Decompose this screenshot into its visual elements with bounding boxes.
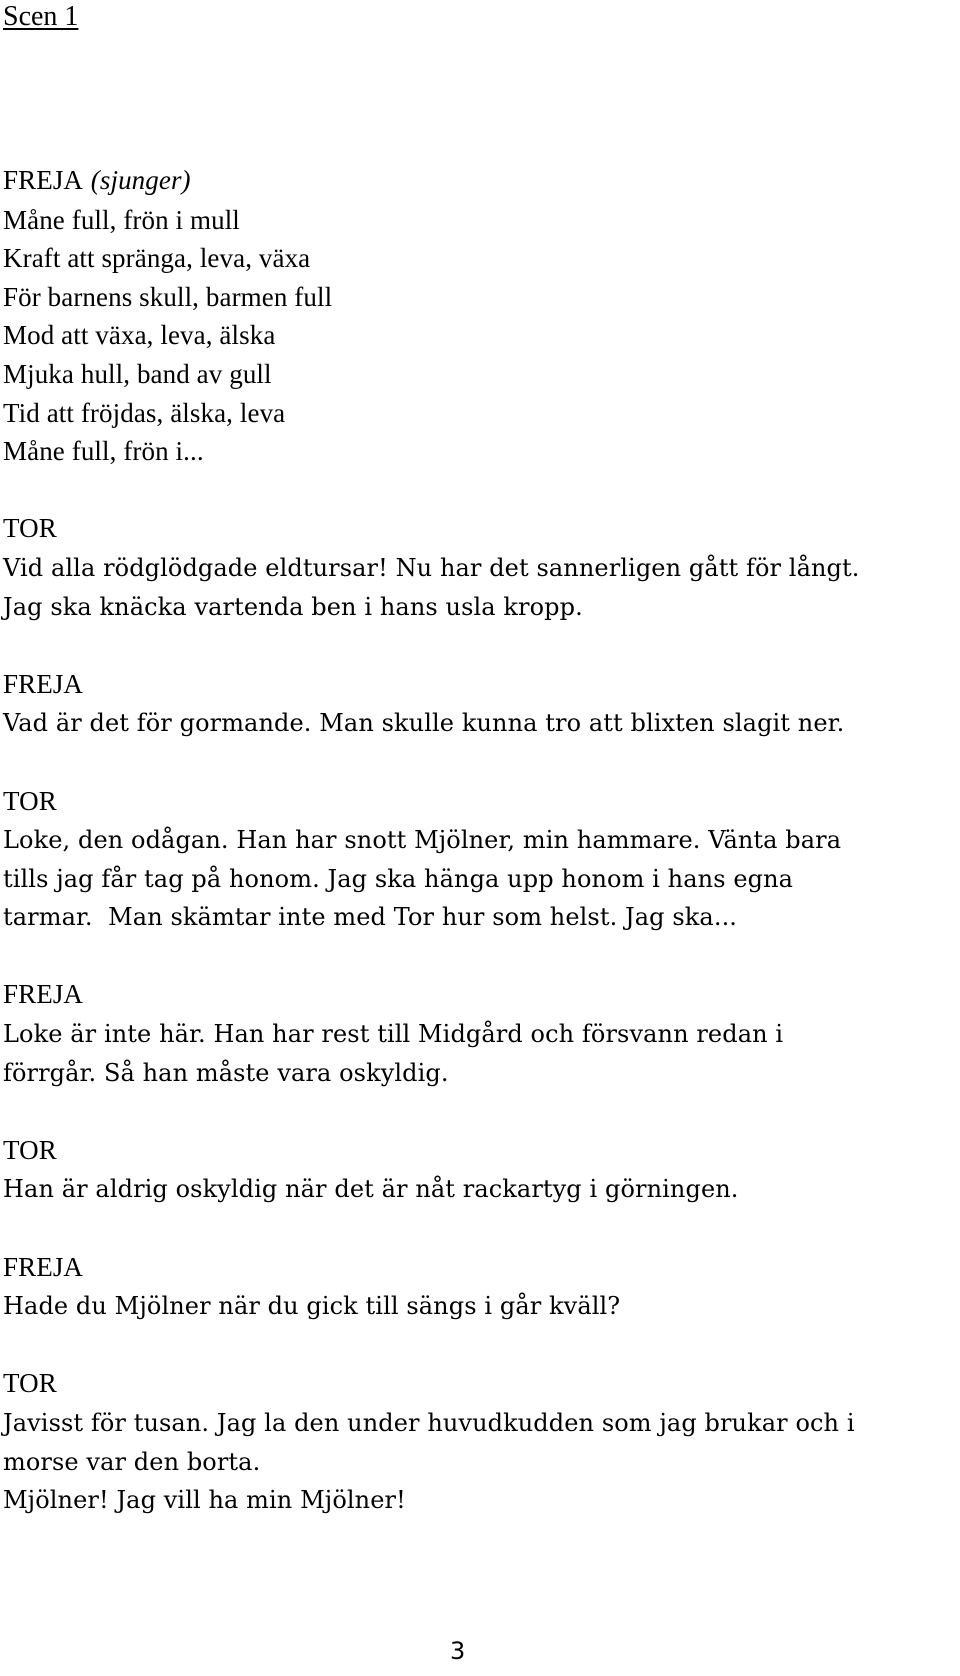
speaker-name: TOR bbox=[3, 513, 57, 544]
speaker-name: TOR bbox=[3, 1134, 57, 1165]
song-line: Mjuka hull, band av gull bbox=[3, 358, 272, 389]
dialogue-line: morse var den borta. bbox=[3, 1447, 261, 1476]
speaker-heading bbox=[3, 1131, 953, 1171]
speaker-name: TOR bbox=[3, 1368, 57, 1399]
block-spacer bbox=[3, 937, 953, 976]
dialogue-block-freja bbox=[3, 1248, 953, 1326]
dialogue-line: Hade du Mjölner när du gick till sängs i går kväll? bbox=[3, 1292, 621, 1321]
block-spacer bbox=[3, 1092, 953, 1131]
speaker-name: FREJA bbox=[3, 1251, 84, 1282]
dialogue-block-freja bbox=[3, 665, 953, 743]
song-line: Måne full, frön i mull bbox=[3, 204, 240, 235]
dialogue-block-tor bbox=[3, 1131, 953, 1209]
dialogue-line: Loke är inte här. Han har rest till Midgård och försvann redan i bbox=[3, 1020, 784, 1049]
dialogue-block-tor bbox=[3, 782, 953, 937]
dialogue-line: Mjölner! Jag vill ha min Mjölner! bbox=[3, 1486, 406, 1515]
song-line: Kraft att spränga, leva, växa bbox=[3, 243, 311, 274]
dialogue-line: Javisst för tusan. Jag la den under huvudkudden som jag brukar och i bbox=[3, 1409, 855, 1437]
dialogue-line: Han är aldrig oskyldig när det är nåt rackartyg i görningen. bbox=[3, 1175, 739, 1204]
speaker-heading bbox=[3, 1248, 953, 1288]
dialogue-block-freja bbox=[3, 975, 953, 1092]
block-spacer bbox=[3, 743, 953, 782]
dialogue-line: tills jag får tag på honom. Jag ska hänga upp honom i hans egna bbox=[3, 864, 794, 893]
dialogue-line: tarmar. Man skämtar inte med Tor hur som helst. Jag ska... bbox=[3, 903, 738, 932]
scene-title: Scen 1 bbox=[3, 1, 79, 32]
dialogue-block-tor bbox=[3, 509, 953, 626]
dialogue-line: Loke, den odågan. Han har snott Mjölner, min hammare. Vänta bara bbox=[3, 826, 842, 855]
speaker-name: FREJA bbox=[3, 165, 84, 195]
speaker-heading bbox=[3, 1364, 953, 1404]
dialogue-block-freja-song bbox=[3, 161, 953, 471]
song-line: Tid att fröjdas, älska, leva bbox=[3, 397, 286, 428]
dialogue-block-tor bbox=[3, 1364, 953, 1519]
dialogue-line: Jag ska knäcka vartenda ben i hans usla kropp. bbox=[3, 592, 583, 621]
block-spacer bbox=[3, 471, 953, 510]
block-spacer bbox=[3, 626, 953, 665]
speaker-heading bbox=[3, 509, 953, 549]
speaker-heading bbox=[3, 975, 953, 1015]
song-line: Måne full, frön i... bbox=[3, 436, 204, 467]
speaker-name: FREJA bbox=[3, 668, 84, 699]
page-number: 3 bbox=[450, 1637, 466, 1665]
speaker-heading bbox=[3, 665, 953, 705]
speaker-heading bbox=[3, 161, 953, 201]
speaker-heading bbox=[3, 782, 953, 822]
block-spacer bbox=[3, 1209, 953, 1248]
stage-direction: (sjunger) bbox=[90, 165, 191, 195]
speaker-name: FREJA bbox=[3, 979, 84, 1010]
song-line: För barnens skull, barmen full bbox=[3, 281, 333, 312]
dialogue-line: Vid alla rödglödgade eldtursar! Nu har det sannerligen gått för långt. bbox=[3, 553, 860, 582]
dialogue-line: förrgår. Så han måste vara oskyldig. bbox=[3, 1058, 449, 1087]
song-line: Mod att växa, leva, älska bbox=[3, 320, 276, 351]
dialogue-line: Vad är det för gormande. Man skulle kunna tro att blixten slagit ner. bbox=[3, 709, 845, 738]
script-body bbox=[3, 161, 953, 1520]
block-spacer bbox=[3, 1326, 953, 1365]
speaker-name: TOR bbox=[3, 785, 57, 816]
